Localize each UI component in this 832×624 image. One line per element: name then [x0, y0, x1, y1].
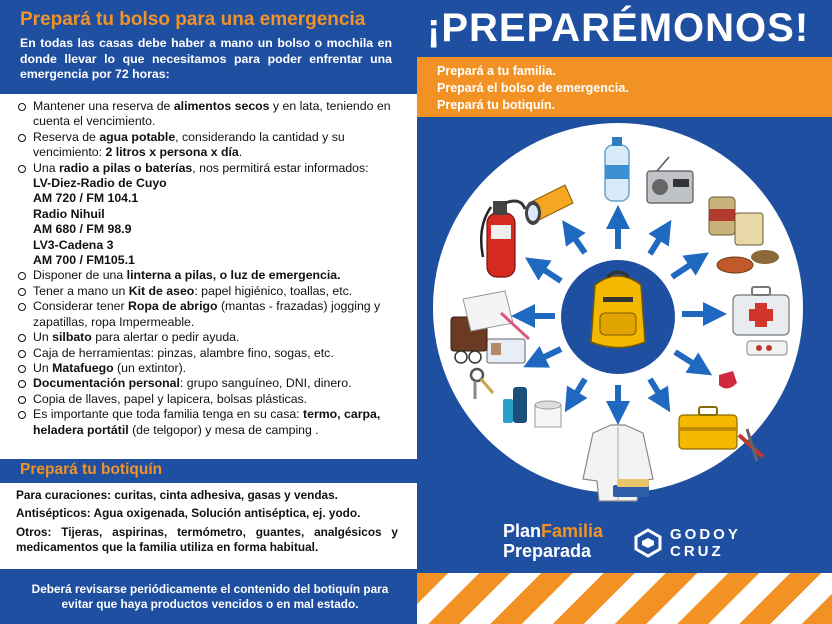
bullet-icon: [18, 103, 26, 111]
list-item: Es importante que toda familia tenga en su casa: termo, carpa, heladera portátil (de telgopor) y mesa de camping .: [16, 407, 408, 438]
bullet-icon: [18, 411, 26, 419]
bullet-icon: [18, 288, 26, 296]
brand-plan: Plan: [503, 521, 542, 541]
bag-checklist: [16, 99, 408, 438]
radio-frequency: AM 720 / FM 104.1: [33, 191, 139, 206]
footer-note: [0, 569, 417, 624]
bag-title: Prepará tu bolso para una emergencia: [20, 9, 366, 30]
bullet-icon: [18, 365, 26, 373]
list-item: Un Matafuego (un extintor).: [16, 361, 408, 376]
bullet-icon: [18, 380, 26, 388]
bag-header: [0, 0, 417, 94]
gc-line: GODOY: [670, 526, 741, 543]
botiquin-text: [16, 488, 398, 559]
list-item: Considerar tener Ropa de abrigo (mantas - frazadas) jogging y zapatillas, ropa Impermeable.: [16, 299, 408, 330]
brand-familia: Familia: [541, 521, 604, 541]
plan-brand: [503, 521, 603, 541]
gc-line: CRUZ: [670, 543, 724, 560]
list-item: Copia de llaves, papel y lapicera, bolsas plásticas.: [16, 392, 408, 407]
right-panel: [417, 0, 832, 624]
list-item: Mantener una reserva de alimentos secos y en lata, teniendo en cuenta el vencimiento.: [16, 99, 408, 130]
prepare-band: [417, 57, 832, 117]
list-item: Una radio a pilas o baterías, nos permitirá estar informados:: [16, 161, 408, 176]
bullet-icon: [18, 396, 26, 404]
list-item: Un silbato para alertar o pedir ayuda.: [16, 330, 408, 345]
radio-station: LV3-Cadena 3: [33, 237, 114, 252]
bullet-icon: [18, 334, 26, 342]
botiquin-header: [0, 459, 417, 483]
prepare-line: Prepará a tu familia.: [437, 64, 556, 78]
radio-station: LV-Diez-Radio de Cuyo: [33, 176, 167, 191]
bullet-icon: [18, 350, 26, 358]
backpack-icon: [591, 272, 645, 348]
bag-intro: En todas las casas debe haber a mano un bolso o mochila en donde llevar lo que necesitamos para poder enfrentar una emergencia por 72 horas:: [20, 36, 392, 81]
radio-frequency: AM 680 / FM 98.9: [33, 222, 132, 237]
list-item: Tener a mano un Kit de aseo: papel higiénico, toallas, etc.: [16, 284, 408, 299]
list-item: Disponer de una linterna a pilas, o luz de emergencia.: [16, 268, 408, 283]
botiquin-line: Otros: Tijeras, aspirinas, termómetro, guantes, analgésicos y medicamentos que la familia utiliza en forma habitual.: [16, 524, 398, 555]
godoy-cruz-name: [670, 526, 741, 560]
prepare-line: Prepará el bolso de emergencia.: [437, 81, 629, 95]
bullet-icon: [18, 272, 26, 280]
list-item: Reserva de agua potable, considerando la cantidad y su vencimiento: 2 litros x persona x día.: [16, 130, 408, 161]
botiquin-line: Antisépticos: Agua oxigenada, Solución antiséptica, ej. yodo.: [16, 506, 361, 521]
radio-station: Radio Nihuil: [33, 206, 105, 221]
list-item: Caja de herramientas: pinzas, alambre fino, sogas, etc.: [16, 346, 408, 361]
list-item: Documentación personal: grupo sanguíneo, DNI, dinero.: [16, 376, 408, 391]
botiquin-line: Para curaciones: curitas, cinta adhesiva, gasas y vendas.: [16, 488, 338, 502]
emergency-kit-illustration: [417, 117, 832, 503]
bullet-icon: [18, 303, 26, 311]
bullet-icon: [18, 134, 26, 142]
water-bottle-icon: [605, 137, 629, 201]
botiquin-title: Prepará tu botiquín: [20, 461, 163, 478]
bullet-icon: [18, 165, 26, 173]
main-title: ¡PREPARÉMONOS!: [427, 6, 810, 50]
footer-text: Deberá revisarse periódicamente el contenido del botiquín para evitar que haya productos vencidos o en mal estado.: [31, 582, 389, 611]
warning-stripes: [417, 573, 832, 624]
radio-frequency: AM 700 / FM105.1: [33, 253, 135, 268]
prepare-line: Prepará tu botiquín.: [437, 98, 556, 112]
godoy-cruz-logo-icon: [634, 528, 662, 558]
brand-preparada: Preparada: [503, 541, 592, 561]
